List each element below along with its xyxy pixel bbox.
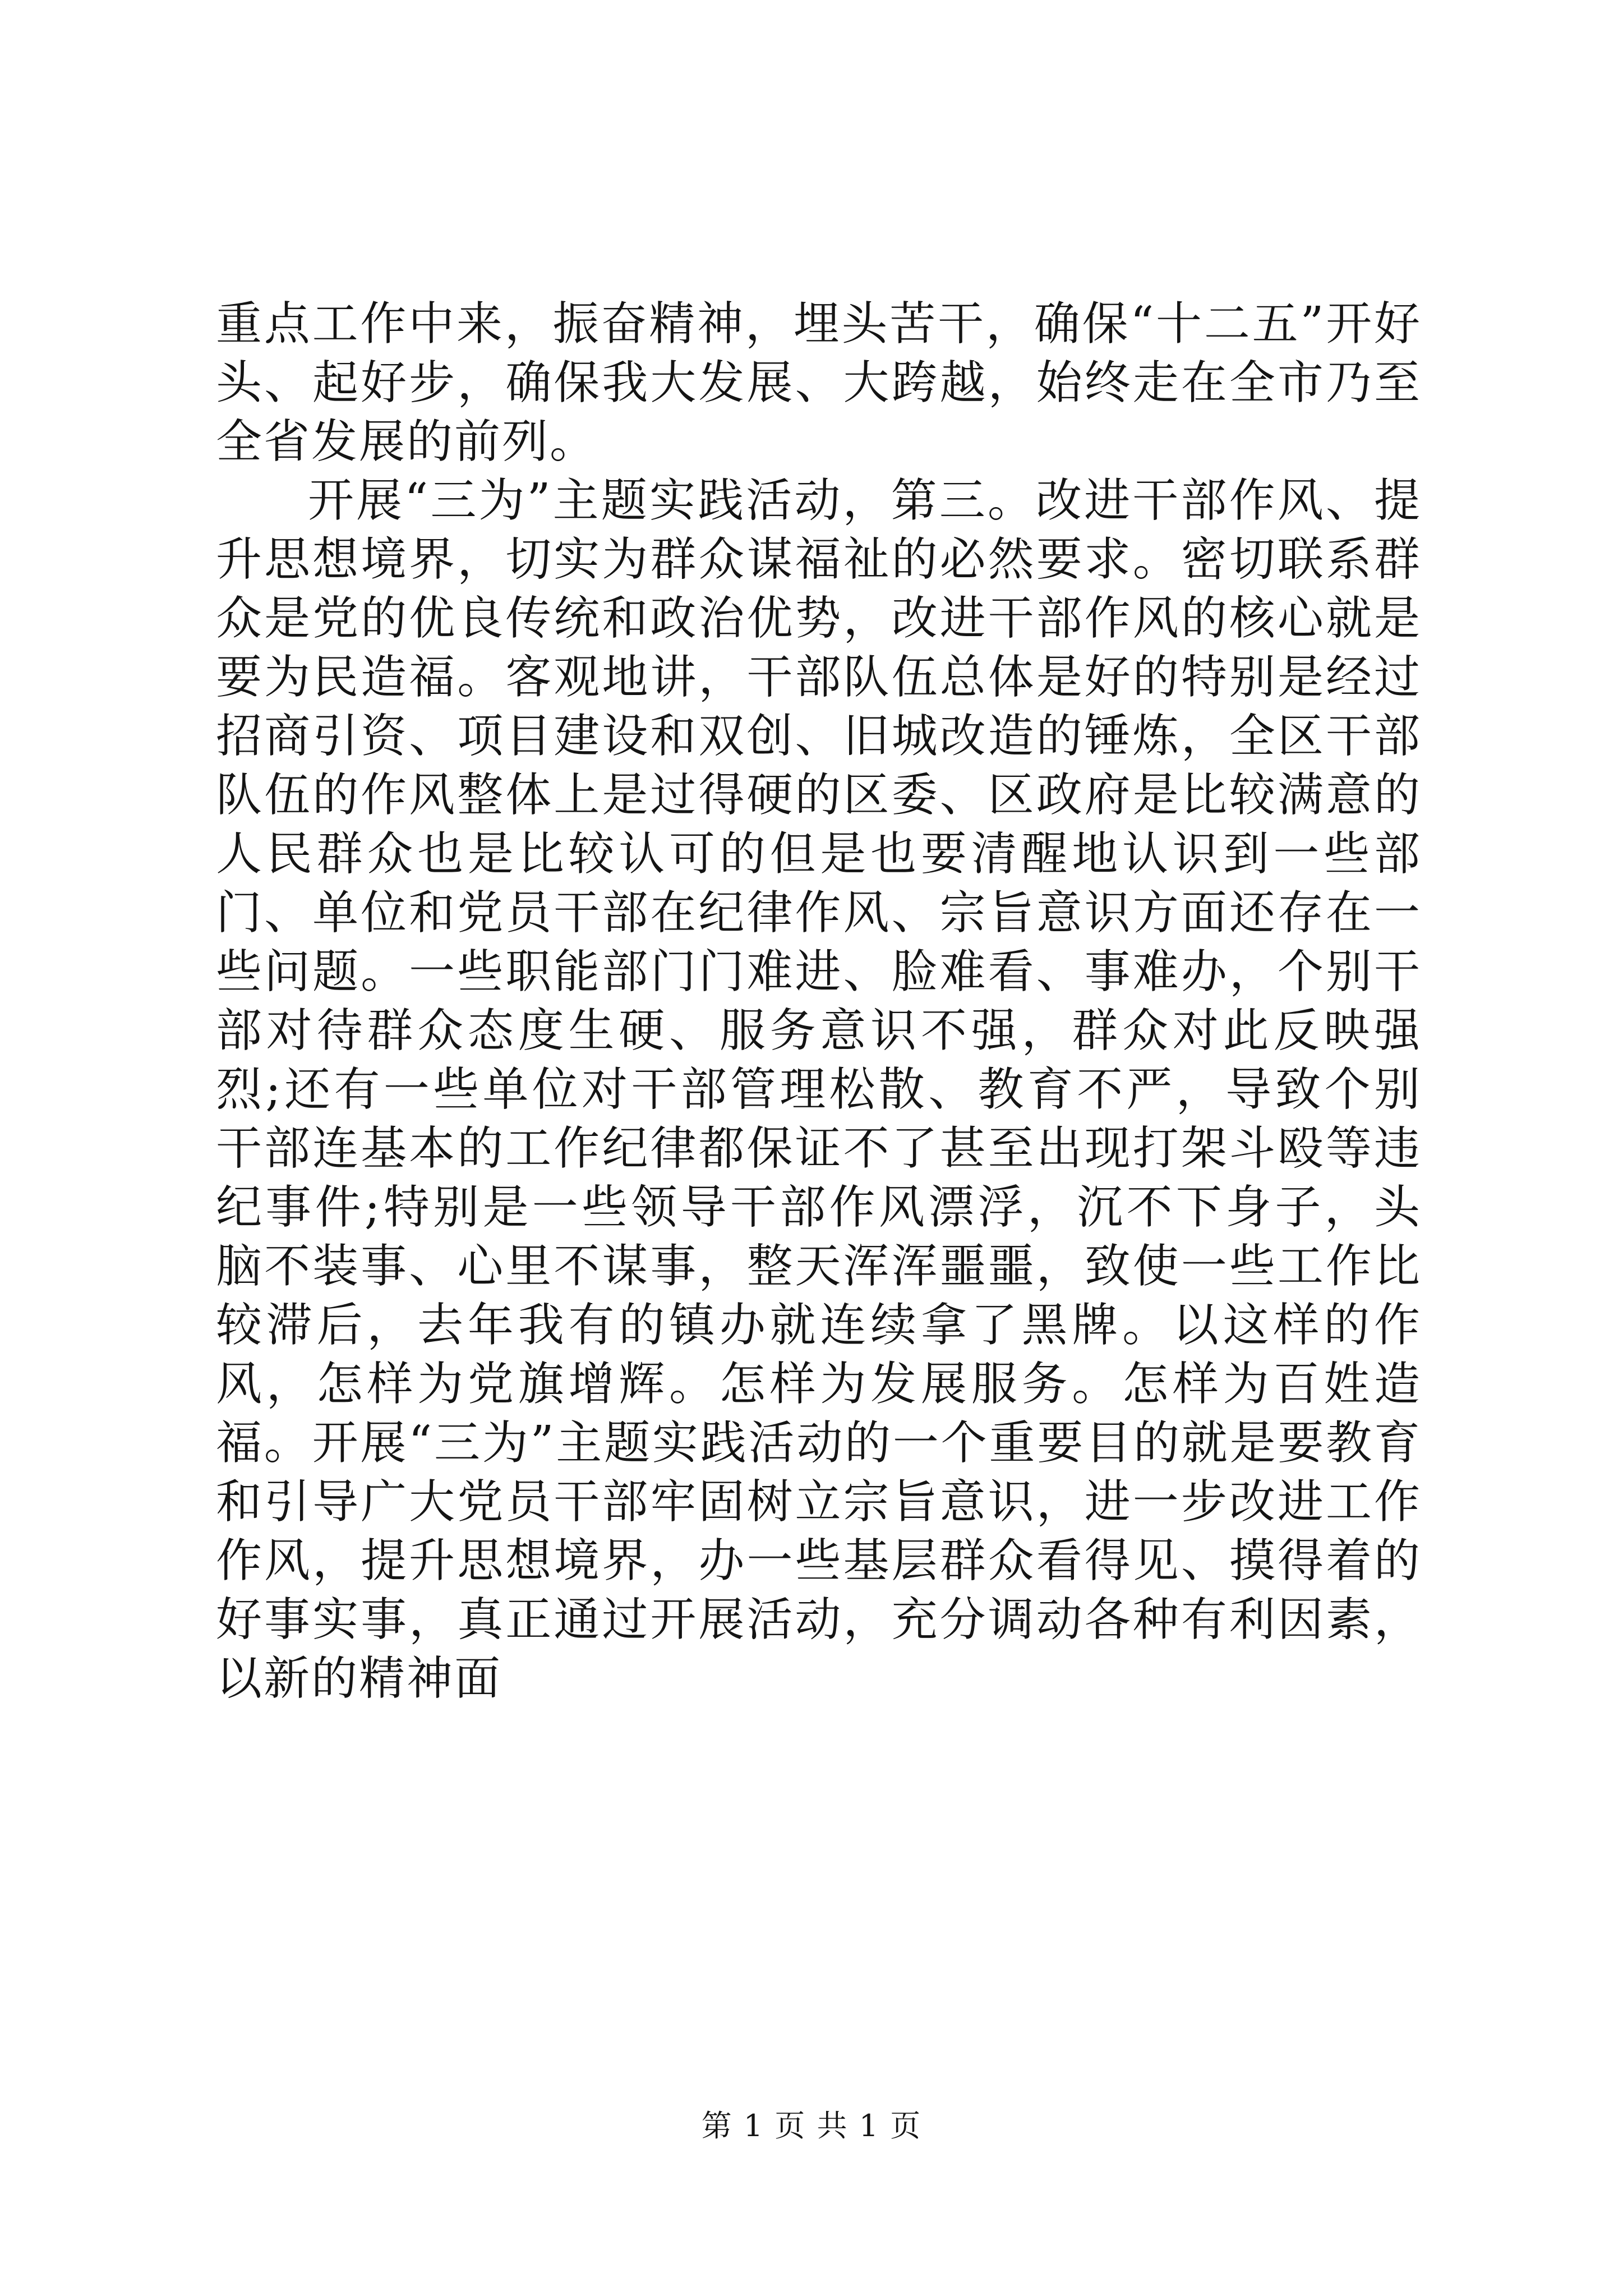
paragraph-2: 开展“三为”主题实践活动，第三。改进干部作风、提升思想境界，切实为群众谋福祉的必然要求。密切联系群众是党的优良传统和政治优势，改进干部作风的核心就是要为民造福。客观地讲，干部队伍总体是好的特别是经过招商引资、项目建设和双创、旧城改造的锤炼，全区干部队伍的作风整体上是过得硬的区委、区政府是比较满意的人民群众也是比较认可的但是也要清醒地认识到一些部门、单位和党员干部在纪律作风、宗旨意识方面还存在一些问题。一些职能部门门难进、脸难看、事难办，个别干部对待群众态度生硬、服务意识不强，群众对此反映强烈;还有一些单位对干部管理松散、教育不严，导致个别干部连基本的工作纪律都保证不了甚至出现打架斗殴等违纪事件;特别是一些领导干部作风漂浮，沉不下身子，头脑不装事、心里不谋事，整天浑浑噩噩，致使一些工作比较滞后，去年我有的镇办就连续拿了黑牌。以这样的作风，怎样为党旗增辉。怎样为发展服务。怎样为百姓造福。开展“三为”主题实践活动的一个重要目的就是要教育和引导广大党员干部牢固树立宗旨意识，进一步改进工作作风，提升思想境界，办一些基层群众看得见、摸得着的好事实事，真正通过开展活动，充分调动各种有利因素，以新的精神面	[216, 474, 1422, 1705]
paragraph-1: 重点工作中来，振奋精神，埋头苦干，确保“十二五”开好头、起好步，确保我大发展、大跨越，始终走在全市乃至全省发展的前列。	[216, 297, 1422, 468]
page-footer: 第 1 页 共 1 页	[701, 2108, 922, 2143]
document-body	[216, 295, 1422, 1708]
